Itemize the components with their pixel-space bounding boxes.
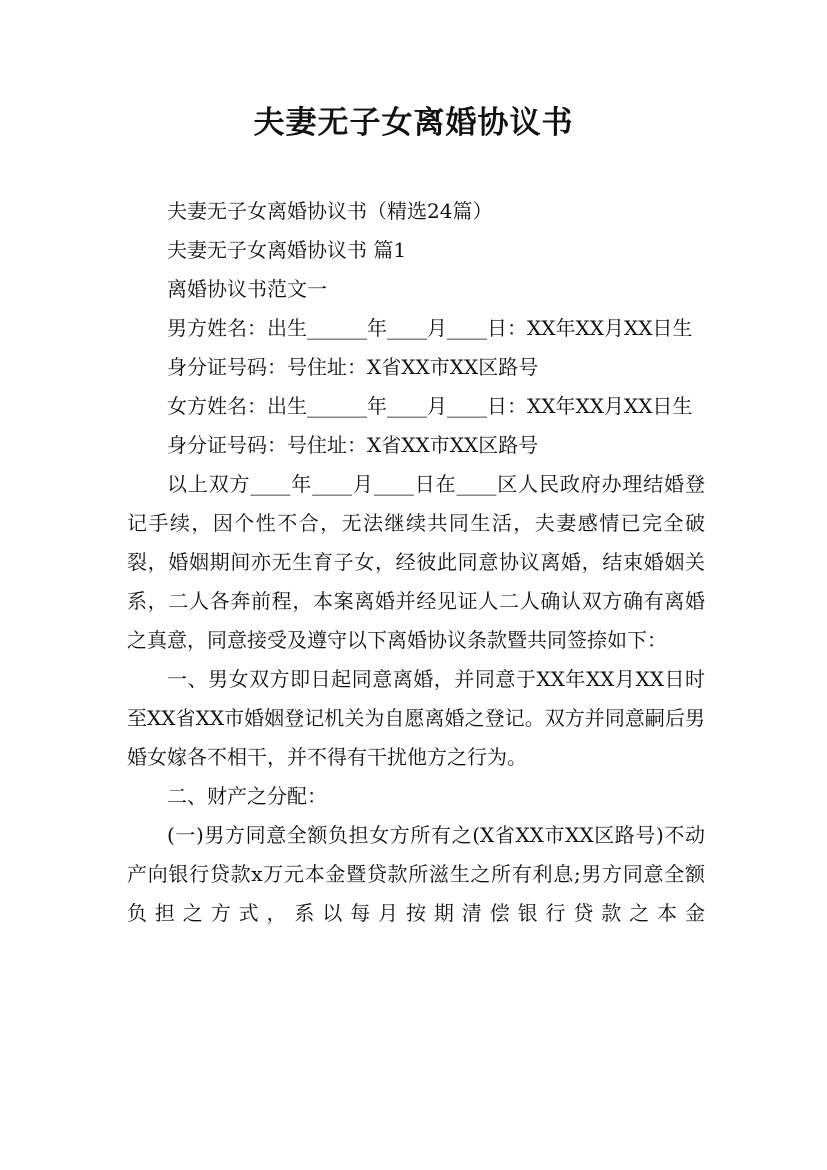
paragraph-subtitle: 夫妻无子女离婚协议书（精选24篇）	[167, 199, 493, 223]
paragraph-female-name: 女方姓名：出生______年____月____日：XX年XX月XX日生	[167, 394, 693, 418]
paragraph-female-id: 身分证号码：号住址：X省XX市XX区路号	[167, 433, 539, 457]
paragraph-preamble: 以上双方____年____月____日在____区人民政府办理结婚登记手续，因个性不合，无法继续共同生活，夫妻感情已完全破裂，婚姻期间亦无生育子女，经彼此同意协议离婚，结束婚姻关系，二人各奔前程，本案离婚并经见证人二人确认双方确有离婚之真意，同意接受及遵守以下离婚协议条款暨共同签捺如下：	[127, 472, 705, 652]
paragraph-male-name: 男方姓名：出生______年____月____日：XX年XX月XX日生	[167, 316, 693, 340]
paragraph-sample-heading: 离婚协议书范文一	[167, 277, 327, 301]
paragraph-section-heading: 夫妻无子女离婚协议书 篇1	[167, 238, 407, 262]
paragraph-clause-two-item-one: (一)男方同意全额负担女方所有之(X省XX市XX区路号)不动产向银行贷款x万元本金暨贷款所滋生之所有利息;男方同意全额负担之方式，系以每月按期清偿银行贷款之本金	[127, 823, 705, 925]
document-body	[127, 192, 705, 933]
document-title: 夫妻无子女离婚协议书	[253, 105, 574, 141]
paragraph-clause-two-heading: 二、财产之分配：	[167, 784, 327, 808]
paragraph-clause-one: 一、男女双方即日起同意离婚，并同意于XX年XX月XX日时至XX省XX市婚姻登记机关为自愿离婚之登记。双方并同意嗣后男婚女嫁各不相干，并不得有干扰他方之行为。	[127, 667, 705, 769]
paragraph-male-id: 身分证号码：号住址：X省XX市XX区路号	[167, 355, 539, 379]
